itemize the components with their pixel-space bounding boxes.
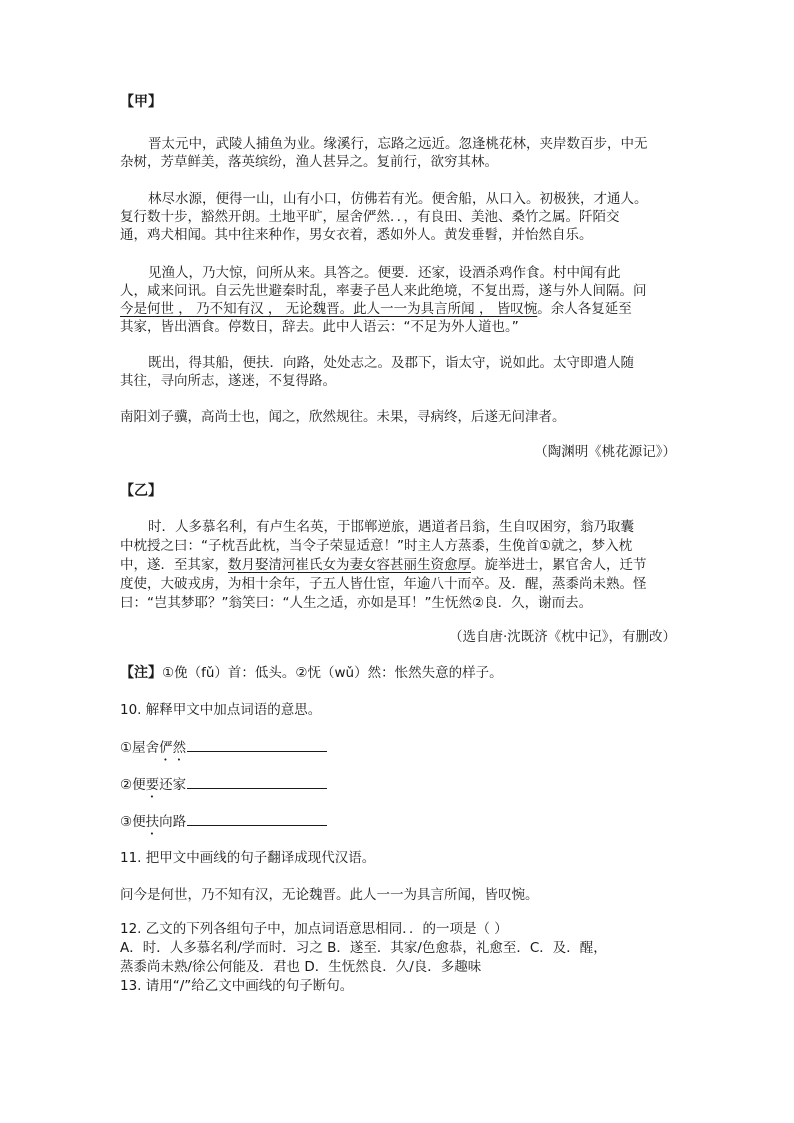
jia-paragraph-3-line-3-rest: 。余人各复延至 xyxy=(537,301,632,317)
yi-line-5: 曰：“岂其梦耶？”翁笑曰：“人生之适，亦如是耳！”生怃然②良．久，谢而去。 xyxy=(120,595,593,611)
item-3-dotted-word: 扶 xyxy=(145,814,160,830)
question-12: 12. 乙文的下列各组句子中，加点词语意思相同．．的一项是（ ） xyxy=(120,921,508,937)
jia-heading: 【甲】 xyxy=(120,94,162,110)
jia-underlined-sentence: 今是何世 ， 乃不知有汉 ， 无论魏晋。此人一一为具言所闻 ， 皆叹惋 xyxy=(120,301,538,317)
yi-underlined-sentence: 数月娶清河崔氏女为妻女容甚丽生资愈厚 xyxy=(228,557,471,573)
question-12-options-line-1: A．时．人多慕名利/学而时．习之 B．遂至．其家/色愈恭，礼愈至．C．及．醒， xyxy=(120,940,607,956)
answer-blank-3[interactable] xyxy=(187,811,327,826)
answer-blank-1[interactable] xyxy=(187,737,327,752)
yi-heading: 【乙】 xyxy=(120,483,162,499)
jia-paragraph-2-line-1: 林尽水源，便得一山，山有小口，仿佛若有光。便舍船，从口入。初极狭，才通人。 xyxy=(148,191,648,207)
note-text: ①俛（fǔ）首：低头。②怃（wǔ）然：怅然失意的样子。 xyxy=(162,665,503,681)
question-10-item-3 xyxy=(120,811,327,838)
yi-line-3 xyxy=(120,555,647,575)
yi-line-4: 度使，大破戎虏，为相十余年，子五人皆仕宦，年逾八十而卒。及．醒，蒸黍尚未熟。怪 xyxy=(120,576,647,592)
jia-paragraph-3-line-3 xyxy=(120,299,632,319)
jia-paragraph-5: 南阳刘子骥，高尚士也，闻之，欣然规往。未果，寻病终，后遂无问津者。 xyxy=(120,409,566,425)
item-3-suffix: 向路 xyxy=(159,814,187,830)
jia-paragraph-4-line-1: 既出，得其船，便扶．向路，处处志之。及郡下，诣太守，说如此。太守即遣人随 xyxy=(148,355,634,371)
jia-paragraph-1-line-2: 杂树，芳草鲜美，落英缤纷，渔人甚异之。复前行，欲穷其林。 xyxy=(120,154,498,170)
yi-line-3-end: 。旋举进士，累官舍人，迁节 xyxy=(471,557,647,573)
jia-paragraph-4-line-2: 其往，寻向所志，遂迷，不复得路。 xyxy=(120,373,336,389)
question-10-item-1 xyxy=(120,737,327,764)
jia-paragraph-2-line-2: 复行数十步，豁然开朗。土地平旷，屋舍俨然．．，有良田、美池、桑竹之属。阡陌交 xyxy=(120,209,620,225)
jia-paragraph-3-line-2: 人，咸来问讯。自云先世避秦时乱，率妻子邑人来此绝境，不复出焉，遂与外人间隔。问 xyxy=(120,283,647,299)
item-2-dotted-word: 要 xyxy=(145,777,160,793)
question-12-options-line-2: 蒸黍尚未熟/徐公何能及．君也 D．生怃然良．久/良．多趣味 xyxy=(120,959,482,975)
item-1-prefix: ①屋舍 xyxy=(120,740,160,756)
item-2-suffix: 还家 xyxy=(159,777,187,793)
yi-line-3-start: 中，遂．至其家， xyxy=(120,557,228,573)
item-2-prefix: ②便 xyxy=(120,777,146,793)
question-11-sentence: 问今是何世，乃不知有汉，无论魏晋。此人一一为具言所闻，皆叹惋。 xyxy=(120,887,539,903)
item-3-prefix: ③便 xyxy=(120,814,146,830)
jia-paragraph-2-line-3: 通，鸡犬相闻。其中往来种作，男女衣着，悉如外人。黄发垂髫，并怡然自乐。 xyxy=(120,227,593,243)
item-1-dotted-word: 俨然 xyxy=(159,740,187,756)
answer-blank-2[interactable] xyxy=(187,774,327,789)
jia-source: （陶渊明《桃花源记》） xyxy=(534,444,676,460)
yi-line-2: 中枕授之曰：“子枕吾此枕，当令子荣显适意！”时主人方蒸黍，生俛首①就之，梦入枕 xyxy=(120,538,633,554)
note-label: 【注】 xyxy=(120,665,162,681)
yi-line-1: 时．人多慕名利，有卢生名英，于邯郸逆旅，遇道者吕翁，生自叹困穷，翁乃取囊 xyxy=(148,519,634,535)
jia-paragraph-1-line-1: 晋太元中，武陵人捕鱼为业。缘溪行，忘路之远近。忽逢桃花林，夹岸数百步，中无 xyxy=(148,136,648,152)
question-10-item-2 xyxy=(120,774,327,801)
jia-paragraph-3-line-4: 其家，皆出酒食。停数日，辞去。此中人语云：“不足为外人道也。” xyxy=(120,319,519,335)
yi-source: （选自唐·沈既济《枕中记》，有删改） xyxy=(448,629,676,645)
question-11: 11. 把甲文中画线的句子翻译成现代汉语。 xyxy=(120,850,376,866)
question-13: 13. 请用“/”给乙文中画线的句子断句。 xyxy=(120,978,354,994)
note xyxy=(120,663,503,683)
jia-paragraph-3-line-1: 见渔人，乃大惊，问所从来。具答之。便要．还家，设酒杀鸡作食。村中闻有此 xyxy=(148,265,621,281)
question-10: 10. 解释甲文中加点词语的意思。 xyxy=(120,702,322,718)
